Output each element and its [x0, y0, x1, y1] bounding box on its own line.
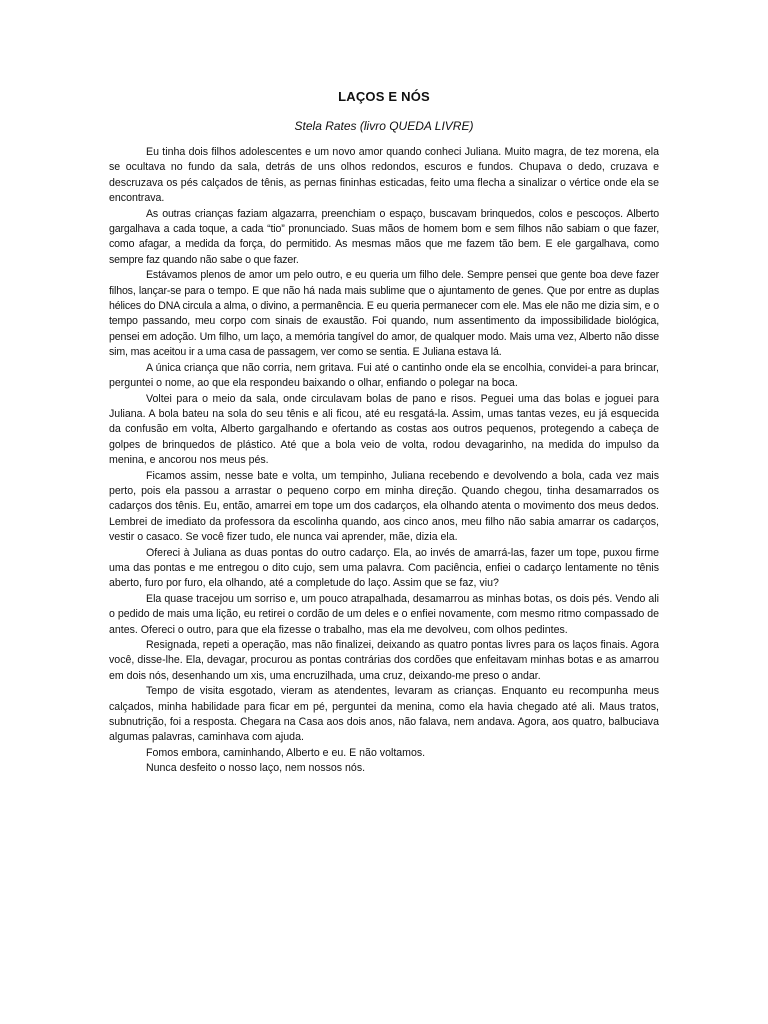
paragraph: Eu tinha dois filhos adolescentes e um novo amor quando conheci Juliana. Muito magra, de tez morena, ela se ocultava no fundo da sala, detrás de uns olhos redondos, escuros e fundos. Chupava o dedo, cruzava e descruzava os pés calçados de tênis, as pernas fininhas esticadas, feito uma flecha a sinalizar o vértice onde ela se encontrava.: [109, 146, 659, 205]
document-subtitle: Stela Rates (livro QUEDA LIVRE): [294, 119, 474, 133]
paragraph: Estávamos plenos de amor um pelo outro, e eu queria um filho dele. Sempre pensei que gente boa deve fazer filhos, lançar-se para o tempo. E que não há nada mais sublime que o ajuntamento de genes. Que por entre as duplas hélices do DNA circula a alma, o divino, a permanência. E eu queria permanecer com ele. Mas ele não me dizia sim, e o tempo passando, meu corpo com sinais de exaustão. Foi quando, num assentimento da impossibilidade biológica, pensei em adoção. Um filho, um laço, a memória tangível do amor, de qualquer modo. Mais uma vez, Alberto não disse sim, mas aceitou ir a uma casa de passagem, ver como se sentia. E Juliana estava lá.: [109, 269, 659, 359]
document-body: [109, 145, 659, 777]
paragraph: As outras crianças faziam algazarra, preenchiam o espaço, buscavam brinquedos, colos e pescoços. Alberto gargalhava a cada toque, a cada “tio” pronunciado. Suas mãos de homem bom e sem filhos não sabiam o que fazer, como afagar, a medida da força, do permitido. As mesmas mãos que me fazem tão bem. E ele gargalhava, como sempre faz quando não sabe o que fazer.: [109, 207, 659, 266]
paragraph: Tempo de visita esgotado, vieram as atendentes, levaram as crianças. Enquanto eu recompunha meus calçados, minha habilidade para ficar em pé, perguntei da menina, como ela havia chegado até ali. Maus tratos, subnutrição, foi a resposta. Chegara na Casa aos dois anos, não falava, nem andava. Agora, aos quatro, balbuciava algumas palavras, caminhava com ajuda.: [109, 685, 659, 744]
paragraph: Resignada, repeti a operação, mas não finalizei, deixando as quatro pontas livres para os laços finais. Agora você, disse-lhe. Ela, devagar, procurou as pontas contrárias dos cordões que enfeitavam minhas botas e as amarrou em dois nós, desenhando um xis, uma encruzilhada, uma cruz, deixando-me preso o andar.: [109, 639, 659, 682]
paragraph: Ficamos assim, nesse bate e volta, um tempinho, Juliana recebendo e devolvendo a bola, cada vez mais perto, pois ela passou a arrastar o pequeno corpo em minha direção. Quando chegou, tinha desamarrados os cadarços dos tênis. Eu, então, amarrei em tope um dos cadarços, ela olhando atenta o movimento dos meus dedos. Lembrei de imediato da professora da escolinha quando, aos cinco anos, meu filho não sabia amarrar os cadarços, vestir o casaco. Se você fizer tudo, ele nunca vai aprender, mãe, dizia ela.: [109, 469, 659, 544]
paragraph: Voltei para o meio da sala, onde circulavam bolas de pano e risos. Peguei uma das bolas e joguei para Juliana. A bola bateu na sola do seu tênis e ali ficou, até eu resgatá-la. Assim, umas tantas vezes, eu já esquecida da confusão em volta, Alberto gargalhando e ofertando as costas aos outros pequenos, protegendo a cabeça de golpes de brinquedos de plástico. Até que a bola veio de volta, rodou devagarinho, na medida do impulso da menina, e ancorou nos meus pés.: [109, 392, 659, 467]
paragraph: Nunca desfeito o nosso laço, nem nossos nós.: [146, 762, 366, 775]
paragraph: Ofereci à Juliana as duas pontas do outro cadarço. Ela, ao invés de amarrá-las, fazer um tope, puxou firme uma das pontas e me entregou o dito cujo, sem uma palavra. Com paciência, enfiei o cadarço lentamente no tênis aberto, furo por furo, ela olhando, até a completude do laço. Assim que se faz, viu?: [109, 546, 659, 590]
paragraph: Ela quase tracejou um sorriso e, um pouco atrapalhada, desamarrou as minhas botas, os dois pés. Vendo ali o pedido de mais uma lição, eu retirei o cordão de um deles e o enfiei novamente, com mesmo ritmo compassado de antes. Ofereci o outro, para que ela fizesse o trabalho, mas ela me devolveu, com olhos pedintes.: [109, 592, 659, 636]
paragraph: A única criança que não corria, nem gritava. Fui até o cantinho onde ela se encolhia, convidei-a para brincar, perguntei o nome, ao que ela respondeu baixando o olhar, enfiando o polegar na boca.: [109, 361, 659, 390]
document-title: LAÇOS E NÓS: [338, 89, 430, 104]
paragraph: Fomos embora, caminhando, Alberto e eu. E não voltamos.: [146, 746, 426, 759]
